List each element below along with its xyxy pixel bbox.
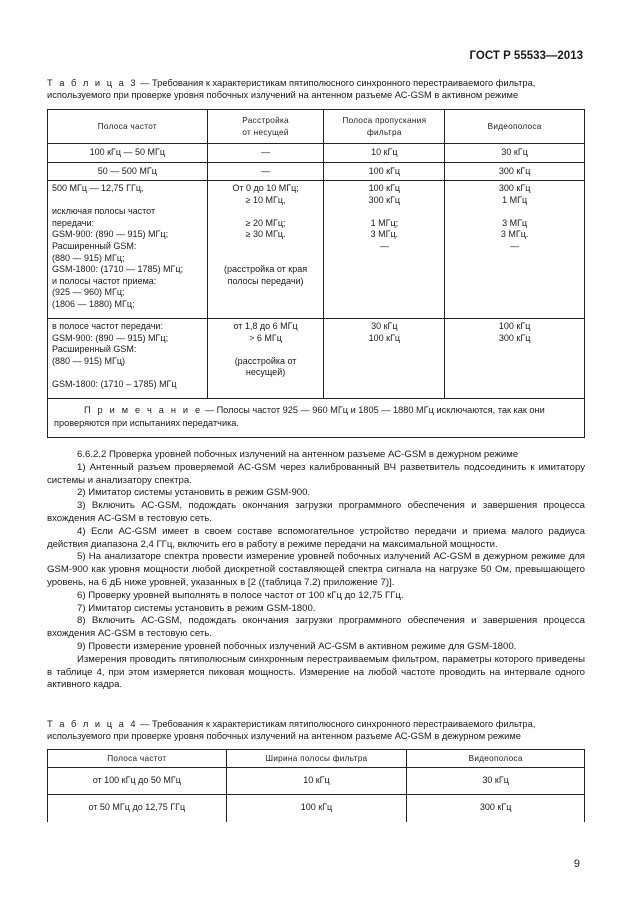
- table3-header-row: [48, 110, 585, 144]
- table3-caption: [47, 77, 585, 101]
- table3-cell: От 0 до 10 МГц; ≥ 10 МГц, ≥ 20 МГц; ≥ 30 МГц. (расстройка от края полосы передачи): [207, 181, 324, 319]
- table3-cell: 300 кГц 1 МГц 3 МГц 3 МГц. —: [445, 181, 585, 319]
- table3-note-row: [48, 399, 585, 438]
- table4-header-video: Видеополоса: [407, 750, 585, 768]
- table3-header-offset: Расстройка от несущей: [207, 110, 324, 144]
- table3-cell: 500 МГц — 12,75 ГГц, исключая полосы частот передачи: GSM-900: (890 — 915) МГц; Расширенный GSM: (880 — 915) МГц; GSM-1800: (1710 — 1785) МГц; и полосы частот приема: (925 — 960) МГц; (1806 — 1880) МГц;: [48, 181, 208, 319]
- paragraph: Измерения проводить пятиполюсным синхронным перестраиваемым фильтром, параметры которого приведены в таблице 4, при этом измеряется пиковая мощность. Измерение на любой частоте проводить на интервале одного активного кадра.: [47, 653, 585, 691]
- table3-caption-text: — Требования к характеристикам пятиполюсного синхронного перестраиваемого фильтра, используемого при проверке уровня побочных излучений на антенном разъеме АС-GSM в активном режиме: [47, 78, 536, 100]
- table4-caption-label: Т а б л и ц а 4: [47, 719, 138, 729]
- paragraph: 4) Если АС-GSM имеет в своем составе вспомогательное устройство передачи и приема малого радиуса действия диапазона 2,4 ГГц, включить его в работу в режиме передачи на максимальной мощности.: [47, 525, 585, 550]
- paragraph: 5) На анализаторе спектра провести измерение уровней побочных излучений АС-GSM в дежурном режиме для GSM-900 как уровня мощности любой дискретной составляющей спектра сигнала на нагрузке 50 Ом, превышающего уровень, на 6 дБ ниже уровней, указанных в [2 ((таблица 7.2) приложение 7)].: [47, 551, 585, 588]
- paragraph: 9) Провести измерение уровней побочных излучений АС-GSM в активном режиме для GSM-1800.: [77, 640, 517, 652]
- paragraph: 2) Имитатор системы установить в режим GSM-900.: [77, 487, 311, 499]
- table3-cell: 300 кГц: [445, 163, 585, 181]
- table3-cell: —: [207, 163, 324, 181]
- body-text: [47, 449, 585, 692]
- table4: [47, 749, 585, 822]
- table4-cell: от 100 кГц до 50 МГц: [48, 768, 227, 795]
- table4-cell: 100 кГц: [226, 795, 407, 822]
- table-row: [48, 319, 585, 399]
- table4-cell: 300 кГц: [407, 795, 585, 822]
- table4-header-band: Полоса частот: [48, 750, 227, 768]
- table3-cell: —: [207, 144, 324, 163]
- paragraph: 6.6.2.2 Проверка уровней побочных излучений на антенном разъеме АС-GSM в дежурном режиме: [77, 449, 519, 460]
- table-row: [48, 795, 585, 822]
- paragraph: 1) Антенный разъем проверяемой АС-GSM через калиброванный ВЧ разветвитель подсоединить к имитатору системы и анализатору спектра.: [47, 461, 585, 486]
- table4-cell: 10 кГц: [226, 768, 407, 795]
- paragraph: 8) Включить АС-GSM, подождать окончания загрузки программного обеспечения и завершения процесса вхождения АС-GSM в тестовую сеть.: [47, 615, 585, 640]
- table-row: [48, 768, 585, 795]
- table3-cell: от 1,8 до 6 МГц > 6 МГц (расстройка от несущей): [207, 319, 324, 399]
- table4-cell: 30 кГц: [407, 768, 585, 795]
- table-row: [48, 163, 585, 181]
- table3-cell: 100 кГц 300 кГц 1 МГц; 3 МГц. —: [324, 181, 445, 319]
- table-row: [48, 144, 585, 163]
- paragraph: 3) Включить АС-GSM, подождать окончания загрузки программного обеспечения и завершения процесса вхождения АС-GSM в тестовую сеть.: [47, 500, 585, 524]
- standard-header: ГОСТ Р 55533—2013: [469, 50, 583, 62]
- table3-caption-label: Т а б л и ц а 3: [47, 78, 138, 88]
- table3-note-label: П р и м е ч а н и е: [84, 405, 203, 415]
- table-row: [48, 181, 585, 319]
- table4-header-row: [48, 750, 585, 768]
- table4-cell: от 50 МГц до 12,75 ГГц: [48, 795, 227, 822]
- table4-caption-text: — Требования к характеристикам пятиполюсного синхронного перестраиваемого фильтра, используемого при проверке уровня побочных излучений на антенном разъеме АС-GSM в дежурном режиме: [47, 719, 536, 741]
- table3-cell: 100 кГц: [324, 163, 445, 181]
- table3-cell: 50 — 500 МГц: [48, 163, 208, 181]
- table3-note: [48, 399, 585, 438]
- paragraph: 7) Имитатор системы установить в режим GSM-1800.: [77, 602, 316, 614]
- table3-cell: 30 кГц 100 кГц: [324, 319, 445, 399]
- table3-cell: 100 кГц 300 кГц: [445, 319, 585, 399]
- table3-cell: в полосе частот передачи: GSM-900: (890 — 915) МГц; Расширенный GSM: (880 — 915) МГц) GSM-1800: (1710 – 1785) МГц: [48, 319, 208, 399]
- table4-header-bandwidth: Ширина полосы фильтра: [226, 750, 407, 768]
- table3: [47, 109, 585, 438]
- table3-cell: 10 кГц: [324, 144, 445, 163]
- table3-header-band: Полоса частот: [48, 110, 208, 144]
- table4-caption: [47, 718, 585, 742]
- page-number: 9: [573, 858, 580, 870]
- table3-note-text: — Полосы частот 925 — 960 МГц и 1805 — 1880 МГц исключаются, так как они проверяются при испытаниях передатчика.: [54, 405, 545, 428]
- table3-header-video: Видеополоса: [445, 110, 585, 144]
- paragraph: 6) Проверку уровней выполнять в полосе частот от 100 кГц до 12,75 ГГц.: [77, 589, 404, 601]
- table3-header-filter: Полоса пропускания фильтра: [324, 110, 445, 144]
- table3-cell: 30 кГц: [445, 144, 585, 163]
- table3-cell: 100 кГц — 50 МГц: [48, 144, 208, 163]
